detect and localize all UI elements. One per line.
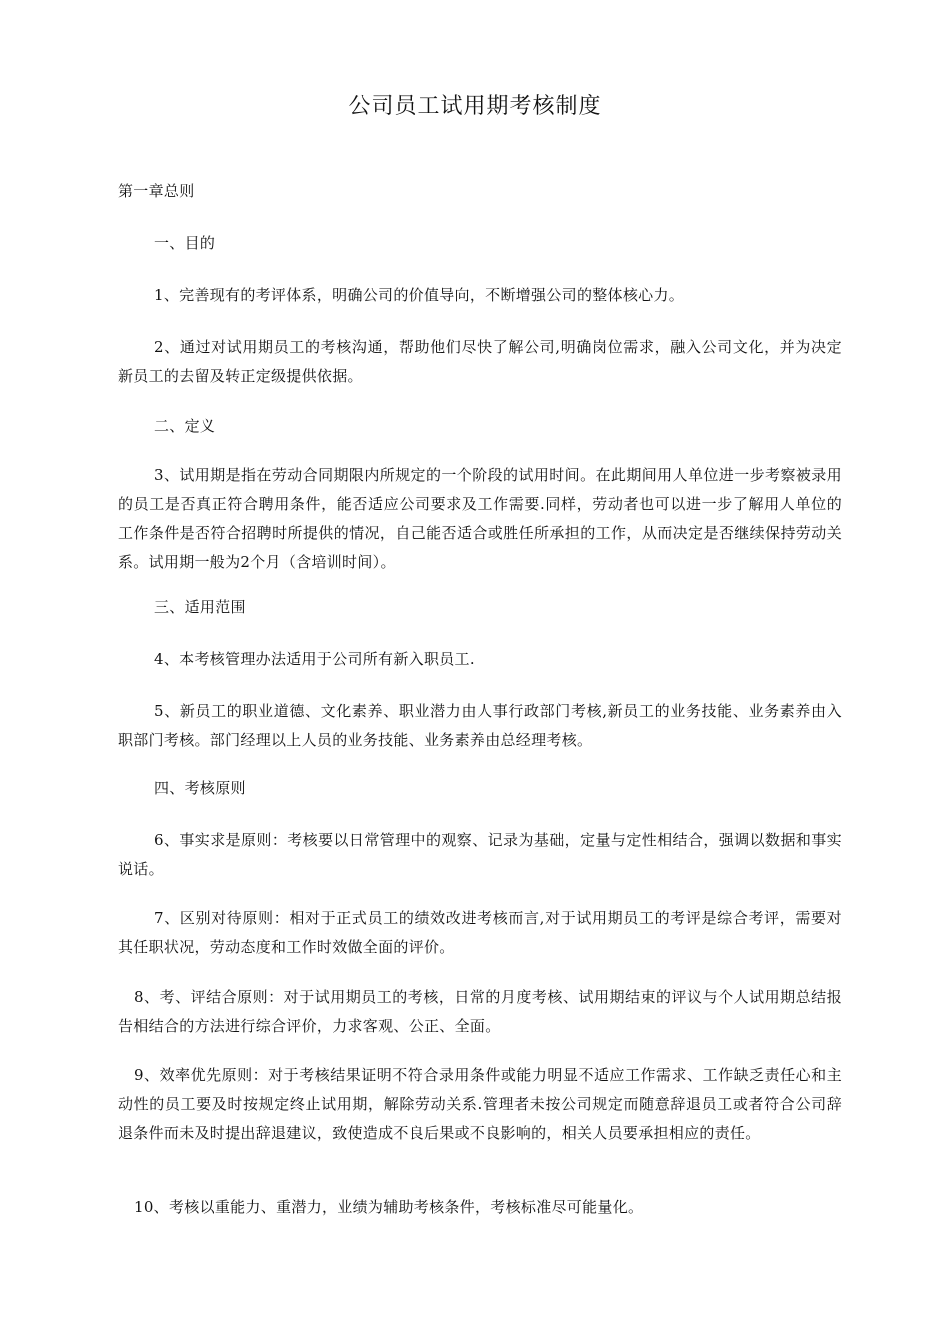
paragraph-4: 4、本考核管理办法适用于公司所有新入职员工. <box>154 650 475 668</box>
chapter-heading: 第一章总则 <box>118 182 195 200</box>
paragraph-8: 8、考、评结合原则：对于试用期员工的考核，日常的月度考核、试用期结束的评议与个人试用期总结报告相结合的方法进行综合评价，力求客观、公正、全面。 <box>118 988 842 1035</box>
paragraph-9: 9、效率优先原则：对于考核结果证明不符合录用条件或能力明显不适应工作需求、工作缺乏责任心和主动性的员工要及时按规定终止试用期，解除劳动关系.管理者未按公司规定而随意辞退员工或者符合公司辞退条件而未及时提出辞退建议，致使造成不良后果或不良影响的，相关人员要承担相应的责任。 <box>118 1066 842 1142</box>
paragraph-7: 7、区别对待原则：相对于正式员工的绩效改进考核而言,对于试用期员工的考评是综合考评，需要对其任职状况，劳动态度和工作时效做全面的评价。 <box>118 909 842 956</box>
section-heading-purpose: 一、目的 <box>154 234 216 252</box>
section-heading-principles: 四、考核原则 <box>154 779 246 797</box>
section-heading-definition: 二、定义 <box>154 417 216 435</box>
paragraph-2: 2、通过对试用期员工的考核沟通，帮助他们尽快了解公司,明确岗位需求，融入公司文化，并为决定新员工的去留及转正定级提供依据。 <box>118 338 842 385</box>
paragraph-3: 3、试用期是指在劳动合同期限内所规定的一个阶段的试用时间。在此期间用人单位进一步考察被录用的员工是否真正符合聘用条件，能否适应公司要求及工作需要.同样，劳动者也可以进一步了解用人单位的工作条件是否符合招聘时所提供的情况，自己能否适合或胜任所承担的工作，从而决定是否继续保持劳动关系。试用期一般为2个月（含培训时间）。 <box>118 466 842 571</box>
paragraph-5: 5、新员工的职业道德、文化素养、职业潜力由人事行政部门考核,新员工的业务技能、业务素养由入职部门考核。部门经理以上人员的业务技能、业务素养由总经理考核。 <box>118 702 842 749</box>
paragraph-1: 1、完善现有的考评体系，明确公司的价值导向，不断增强公司的整体核心力。 <box>154 286 685 304</box>
paragraph-6: 6、事实求是原则：考核要以日常管理中的观察、记录为基础，定量与定性相结合，强调以数据和事实说话。 <box>118 831 842 878</box>
section-heading-scope: 三、适用范围 <box>154 598 246 616</box>
paragraph-10: 10、考核以重能力、重潜力，业绩为辅助考核条件，考核标准尽可能量化。 <box>134 1198 644 1216</box>
document-title: 公司员工试用期考核制度 <box>348 94 602 119</box>
